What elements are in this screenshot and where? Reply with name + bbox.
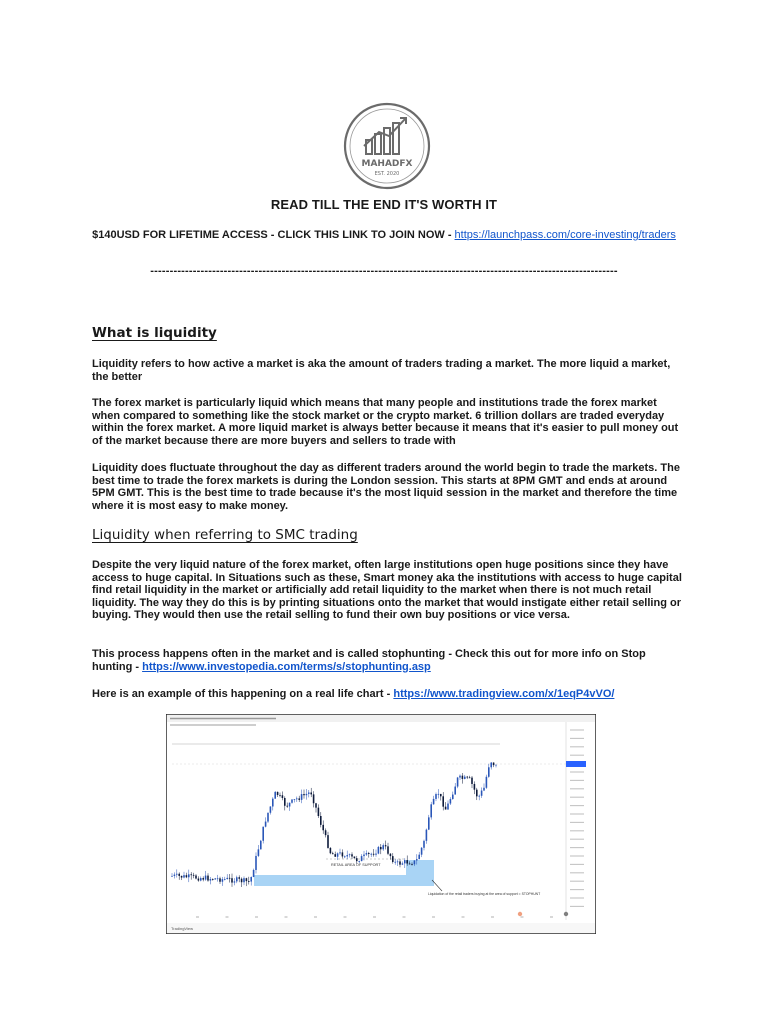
candle-body xyxy=(250,877,252,882)
candle-body xyxy=(174,875,176,876)
page-title: READ TILL THE END IT'S WORTH IT xyxy=(270,197,498,212)
candle-body xyxy=(416,859,418,860)
candle-body xyxy=(270,806,272,812)
candle-body xyxy=(284,798,286,806)
candle-body xyxy=(171,876,173,877)
candle-body xyxy=(298,798,300,799)
candle-body xyxy=(430,804,432,817)
candle-body xyxy=(466,777,468,778)
candle-body xyxy=(334,854,336,857)
candle-body xyxy=(200,878,202,880)
candle-body xyxy=(253,870,255,877)
candle-body xyxy=(380,847,382,849)
candle-body xyxy=(301,794,303,800)
candle-body xyxy=(181,876,183,878)
candle-body xyxy=(318,808,320,816)
stophunt-zone xyxy=(406,860,434,875)
candle-body xyxy=(471,778,473,784)
candle-body xyxy=(462,776,464,779)
candle-body xyxy=(406,860,408,863)
candle-body xyxy=(404,860,406,863)
candle-body xyxy=(236,877,238,881)
candle-body xyxy=(385,845,387,846)
candle-body xyxy=(349,854,351,855)
candle-body xyxy=(394,862,396,863)
candle-body xyxy=(207,876,209,881)
candle-body xyxy=(291,799,293,802)
candle-body xyxy=(246,878,248,881)
candle-body xyxy=(488,767,490,776)
candle-body xyxy=(219,878,221,881)
paragraph-forex-liquid: The forex market is particularly liquid which means that many people and institutions trade the forex market when compared to something like the stock market or the crypto market. 6 trillion dollars are traded everyday within the forex market. A more liquid market is always better because it means that it's easier to pull money out of the market because there are more buyers and sellers to trade with xyxy=(92,397,679,447)
candle-body xyxy=(330,848,332,853)
candle-body xyxy=(267,813,269,822)
chart-footer-bar xyxy=(167,923,595,933)
candle-body xyxy=(308,793,310,794)
candle-body xyxy=(382,845,384,849)
candle-body xyxy=(279,795,281,796)
candle-body xyxy=(478,796,480,797)
candle-body xyxy=(423,841,425,848)
candle-body xyxy=(294,799,296,800)
candle-body xyxy=(426,830,428,841)
candle-body xyxy=(313,794,315,803)
svg-text:MAHADFX: MAHADFX xyxy=(361,159,413,169)
candle-body xyxy=(378,847,380,854)
candle-body xyxy=(411,864,413,865)
candle-body xyxy=(392,856,394,862)
candle-body xyxy=(272,799,274,807)
heading-smc-liquidity: Liquidity when referring to SMC trading xyxy=(92,527,358,543)
candle-body xyxy=(493,763,495,766)
candle-body xyxy=(390,854,392,856)
candle-body xyxy=(397,861,399,862)
candle-body xyxy=(224,879,226,880)
candle-body xyxy=(217,878,219,879)
candle-body xyxy=(238,877,240,878)
candle-body xyxy=(248,881,250,882)
candle-body xyxy=(195,875,197,878)
candle-body xyxy=(361,856,363,861)
paragraph-liquidity-definition: Liquidity refers to how active a market is aka the amount of traders trading a market. The more liquid a market, the better xyxy=(92,358,671,383)
paragraph-chart-example: Here is an example of this happening on a real life chart - https://www.tradingview.com/x/1eqP4vVO/ xyxy=(92,688,615,700)
candle-body xyxy=(375,854,377,855)
candle-body xyxy=(320,816,322,825)
candle-body xyxy=(438,794,440,795)
candle-body xyxy=(450,799,452,803)
candle-body xyxy=(210,879,212,881)
candle-body xyxy=(214,878,216,879)
candle-body xyxy=(344,856,346,857)
candle-body xyxy=(212,879,214,880)
candle-body xyxy=(370,854,372,855)
candle-body xyxy=(188,874,190,877)
candle-body xyxy=(469,777,471,778)
candle-body xyxy=(445,807,447,810)
support-annotation: RETAIL AREA OF SUPPORT xyxy=(331,863,381,867)
candle-body xyxy=(222,879,224,882)
candle-body xyxy=(358,861,360,862)
offer-text: $140USD FOR LIFETIME ACCESS - CLICK THIS LINK TO JOIN NOW xyxy=(92,229,445,241)
candle-body xyxy=(289,803,291,807)
candle-body xyxy=(255,856,257,870)
candle-body xyxy=(306,794,308,795)
candle-body xyxy=(474,784,476,790)
candle-body xyxy=(262,827,264,841)
candle-body xyxy=(226,878,228,879)
candle-body xyxy=(421,848,423,855)
tradingview-chart-screenshot xyxy=(166,714,596,934)
candle-body xyxy=(198,879,200,881)
candle-body xyxy=(274,792,276,799)
candle-body xyxy=(433,799,435,804)
candle-body xyxy=(459,776,461,778)
candle-body xyxy=(303,794,305,795)
candle-body xyxy=(366,853,368,855)
candle-body xyxy=(339,852,341,853)
candle-body xyxy=(234,881,236,882)
candle-body xyxy=(190,874,192,875)
chart-footer-text: TradingView xyxy=(171,926,194,931)
candle-body xyxy=(435,794,437,799)
candle-body xyxy=(354,857,356,859)
investopedia-link[interactable]: https://www.investopedia.com/terms/s/stophunting.asp xyxy=(142,660,431,673)
candle-body xyxy=(428,817,430,829)
candle-body xyxy=(414,860,416,864)
current-price-badge xyxy=(566,761,586,767)
candle-body xyxy=(205,876,207,880)
candle-body xyxy=(418,855,420,859)
candle-body xyxy=(457,778,459,787)
candle-body xyxy=(402,863,404,864)
candle-body xyxy=(387,846,389,853)
candle-body xyxy=(258,849,260,856)
heading-what-is-liquidity: What is liquidity xyxy=(92,325,217,341)
candle-body xyxy=(346,855,348,856)
candle-body xyxy=(186,875,188,877)
paragraph-liquidity-fluctuates: Liquidity does fluctuate throughout the day as different traders around the world begin to trade the markets. The best time to trade the forex markets is during the London session. This starts at 8PM GMT and ends at around 5PM GMT. This is the best time to trade because it's the most liquid session in the market and therefore the time where it is most easy to make money. xyxy=(92,462,680,512)
candle-body xyxy=(447,804,449,810)
candle-body xyxy=(176,874,178,875)
candle-body xyxy=(351,854,353,856)
candle-body xyxy=(337,853,339,856)
candle-body xyxy=(409,864,411,865)
candle-body xyxy=(490,763,492,768)
candle-body xyxy=(332,853,334,854)
candle-body xyxy=(315,803,317,807)
mahadfx-logo xyxy=(343,102,431,190)
candle-body xyxy=(322,825,324,830)
candle-body xyxy=(286,806,288,807)
offer-line: $140USD FOR LIFETIME ACCESS - CLICK THIS LINK TO JOIN NOW - https://launchpass.com/core-investing/traders xyxy=(92,229,676,241)
event-dot xyxy=(518,912,522,916)
candle-body xyxy=(310,793,312,795)
candle-body xyxy=(481,791,483,796)
stophunt-annotation: Liquidation of the retail traders buying at the area of support = STOPHUNT xyxy=(428,892,541,896)
candle-body xyxy=(483,788,485,791)
dashed-divider: ------------------------------------------------------------------------------------------------------------------------- xyxy=(150,265,618,277)
candle-body xyxy=(325,830,327,835)
candle-body xyxy=(452,795,454,799)
launchpass-link[interactable]: https://launchpass.com/core-investing/traders xyxy=(454,229,676,241)
paragraph-smart-money: Despite the very liquid nature of the forex market, often large institutions open huge positions since they have access to huge capital. In Situations such as these, Smart money aka the institutions with access to huge capital find retail liquidity in the market or artificially add retail liquidity to the market when there is not much retail liquidity. The way they do this is by printing situations onto the market that would instigate either retail selling or buying. They would then use the retail selling to fund their own buy positions or vice versa. xyxy=(92,559,682,622)
candle-body xyxy=(277,792,279,795)
candle-body xyxy=(486,777,488,788)
candle-body xyxy=(183,875,185,877)
candle-body xyxy=(193,875,195,876)
candle-body xyxy=(368,853,370,854)
candle-body xyxy=(342,852,344,856)
candle-body xyxy=(442,796,444,806)
candle-body xyxy=(327,835,329,848)
candle-body xyxy=(282,795,284,798)
candle-body xyxy=(296,798,298,799)
candle-body xyxy=(231,878,233,882)
candle-body xyxy=(440,794,442,796)
candle-body xyxy=(476,790,478,797)
candle-body xyxy=(454,787,456,795)
tradingview-link[interactable]: https://www.tradingview.com/x/1eqP4vVO/ xyxy=(393,688,615,700)
candle-body xyxy=(356,858,358,861)
liquidity-zone xyxy=(254,875,434,886)
candle-body xyxy=(229,878,231,879)
candle-body xyxy=(265,822,267,827)
candle-body xyxy=(178,874,180,876)
candle-body xyxy=(373,854,375,855)
candle-body xyxy=(464,777,466,779)
candle-body xyxy=(241,879,243,882)
candle-body xyxy=(202,878,204,880)
event-dot xyxy=(564,912,568,916)
candle-body xyxy=(243,878,245,882)
candle-body xyxy=(399,861,401,864)
paragraph-stophunting: This process happens often in the market and is called stophunting - Check this out for more info on Stop hunting - https://www.investopedia.com/terms/s/stophunting.asp xyxy=(92,648,646,673)
candle-body xyxy=(495,765,497,766)
candle-body xyxy=(260,841,262,850)
candle-body xyxy=(363,855,365,857)
svg-text:EST. 2020: EST. 2020 xyxy=(374,171,400,177)
